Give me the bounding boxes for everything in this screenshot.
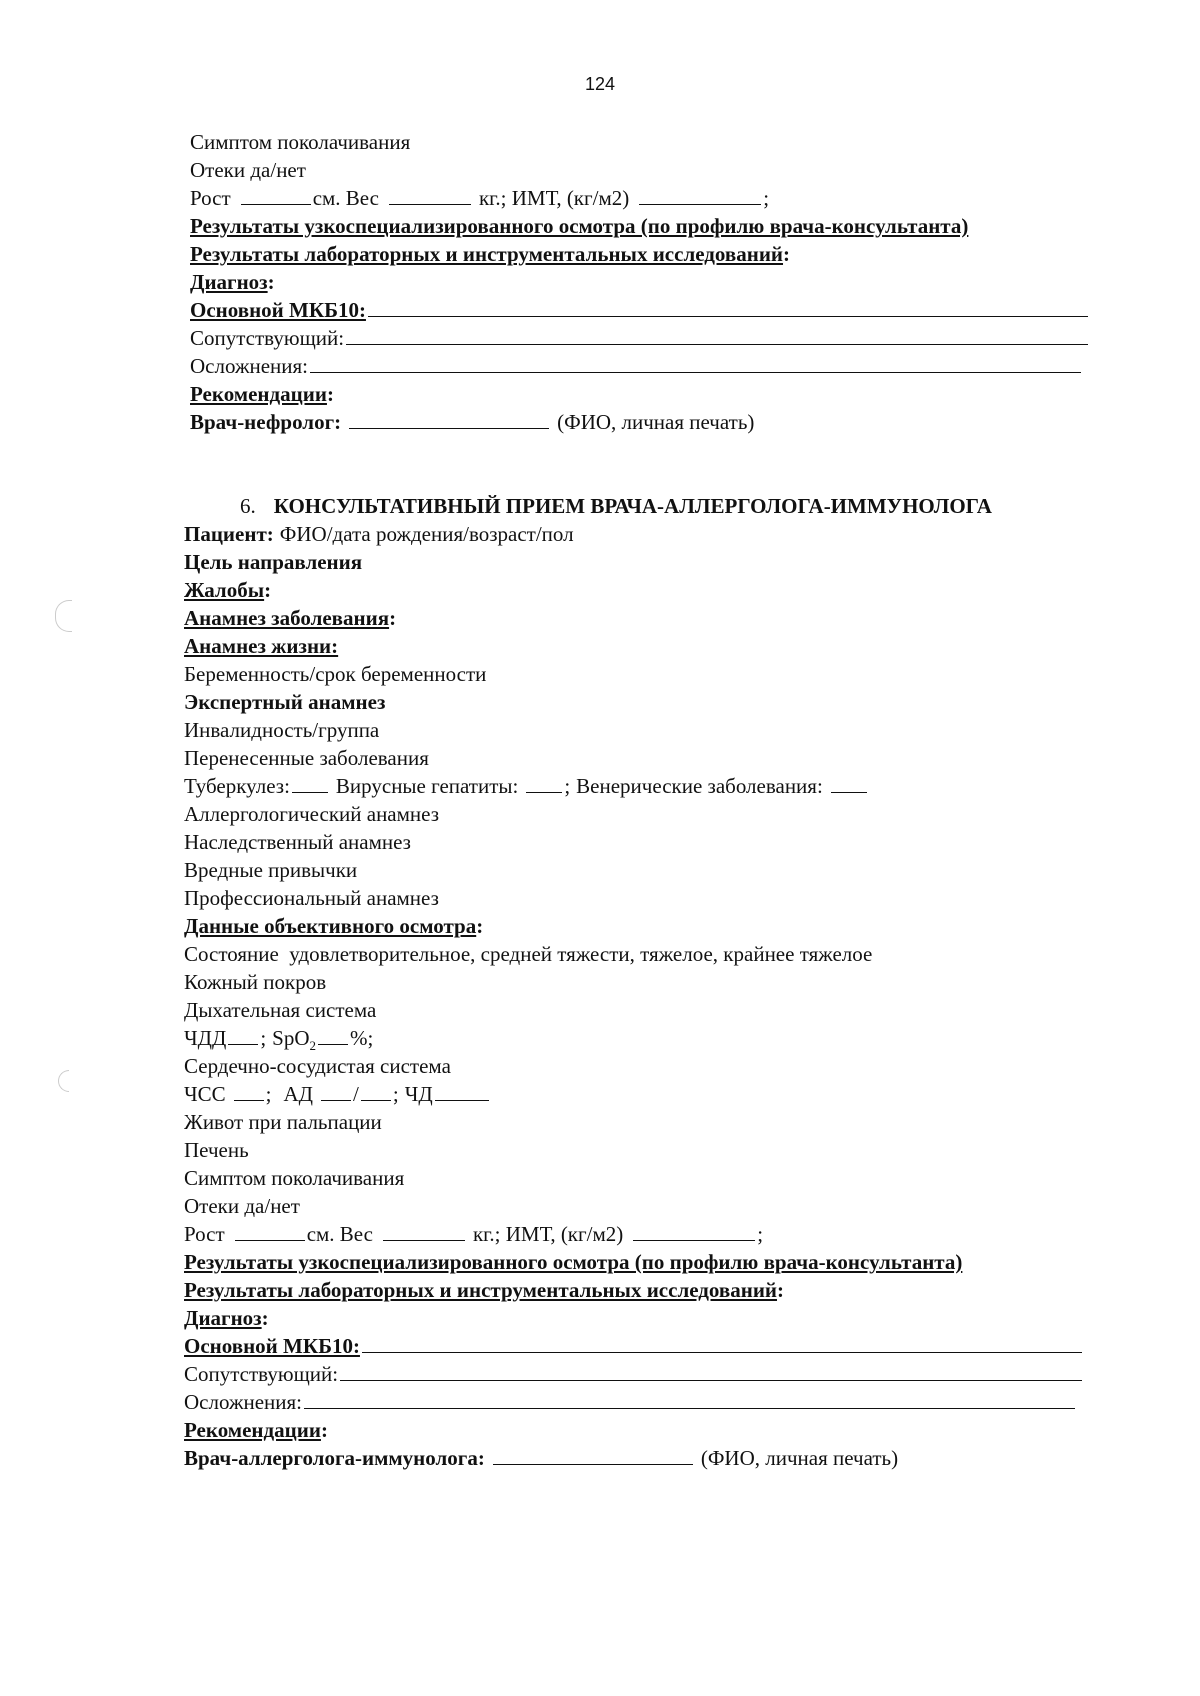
life-history-heading: Анамнез жизни:: [184, 634, 339, 658]
colon: :: [320, 1418, 328, 1442]
objective-exam-line: [184, 912, 1104, 940]
lab-results-heading: Результаты лабораторных и инструментальных исследований: [190, 242, 784, 266]
complications-field[interactable]: [310, 354, 1081, 373]
main-icd-field[interactable]: [362, 1334, 1082, 1353]
tb-label: Туберкулез:: [184, 774, 290, 798]
section-title-text: КОНСУЛЬТАТИВНЫЙ ПРИЕМ ВРАЧА-АЛЛЕРГОЛОГА-ИММУНОЛОГА: [273, 494, 992, 518]
specialist-results-heading: Результаты узкоспециализированного осмотра (по профилю врача-консультанта): [184, 1250, 963, 1274]
expert-history-heading: Экспертный анамнез: [184, 690, 386, 714]
symptom-line: Симптом поколачивания: [184, 1166, 405, 1190]
symptom-line: [190, 128, 1090, 156]
concomitant-label: Сопутствующий:: [184, 1362, 339, 1386]
doctor-label: Врач-нефролог:: [190, 410, 342, 434]
semicolon: ;: [757, 1222, 764, 1246]
std-field[interactable]: [831, 774, 867, 793]
anthropometry-line: [190, 184, 1090, 212]
diagnosis-line: [190, 268, 1090, 296]
scan-mark: [58, 1070, 69, 1092]
diagnosis-heading: Диагноз: [190, 270, 268, 294]
colon: :: [261, 1306, 269, 1330]
diagnosis-line: [184, 1304, 1104, 1332]
height-unit: см. Вес: [312, 186, 379, 210]
colon: :: [264, 578, 272, 602]
page-number: 124: [584, 74, 616, 94]
occupational-history-line: Профессиональный анамнез: [184, 886, 439, 910]
weight-unit: кг.; ИМТ, (кг/м2): [472, 1222, 624, 1246]
bmi-field[interactable]: [633, 1222, 755, 1241]
hereditary-history-line: Наследственный анамнез: [184, 830, 411, 854]
complications-field[interactable]: [304, 1390, 1075, 1409]
weight-field[interactable]: [389, 186, 471, 205]
main-icd-field[interactable]: [368, 298, 1088, 317]
colon: :: [389, 606, 397, 630]
infections-line: [184, 772, 1104, 800]
lab-results-line: [190, 240, 1090, 268]
allergy-history-line: Аллергологический анамнез: [184, 802, 440, 826]
concomitant-label: Сопутствующий:: [190, 326, 345, 350]
weight-field[interactable]: [383, 1222, 465, 1241]
bad-habits-line: Вредные привычки: [184, 858, 358, 882]
height-field[interactable]: [235, 1222, 305, 1241]
height-label: Рост: [184, 1222, 225, 1246]
liver-line: Печень: [184, 1138, 249, 1162]
pulse-field[interactable]: [435, 1082, 489, 1101]
concomitant-line: [190, 324, 1090, 352]
lab-results-heading: Результаты лабораторных и инструментальных исследований: [184, 1278, 778, 1302]
spo2-text: SpO: [272, 1026, 310, 1050]
pulse-label: ЧД: [404, 1082, 433, 1106]
objective-exam-heading: Данные объективного осмотра: [184, 914, 477, 938]
bmi-field[interactable]: [639, 186, 761, 205]
pregnancy-line: Беременность/срок беременности: [184, 662, 487, 686]
semicolon: ;: [392, 1082, 399, 1106]
hepatitis-field[interactable]: [526, 774, 562, 793]
symptom-text: Симптом поколачивания: [190, 130, 411, 154]
semicolon: ;: [265, 1082, 272, 1106]
hepatitis-label: Вирусные гепатиты:: [335, 774, 519, 798]
height-label: Рост: [190, 186, 231, 210]
section-title: [240, 492, 992, 520]
complaints-line: [184, 576, 1104, 604]
complications-label: Осложнения:: [190, 354, 308, 378]
colon: :: [777, 1278, 785, 1302]
abdomen-line: Живот при пальпации: [184, 1110, 382, 1134]
allergologist-section: [184, 520, 1104, 1472]
doctor-signature-line: [184, 1444, 1104, 1472]
recommendations-line: [184, 1416, 1104, 1444]
semicolon: ;: [564, 774, 571, 798]
recommendations-heading: Рекомендации: [190, 382, 327, 406]
rr-label: ЧДД: [184, 1026, 227, 1050]
nephrologist-section-tail: [190, 128, 1090, 436]
doctor-signature-line: [190, 408, 1090, 436]
edema-line: Отеки да/нет: [184, 1194, 300, 1218]
complications-line: [190, 352, 1083, 380]
disability-line: Инвалидность/группа: [184, 718, 380, 742]
disease-history-heading: Анамнез заболевания: [184, 606, 390, 630]
concomitant-field[interactable]: [340, 1362, 1082, 1381]
semicolon: ;: [260, 1026, 267, 1050]
recommendations-line: [190, 380, 1090, 408]
bp-diastolic-field[interactable]: [361, 1082, 391, 1101]
height-field[interactable]: [241, 186, 311, 205]
doctor-signature-field[interactable]: [349, 410, 549, 429]
rr-spo2-line: [184, 1024, 1104, 1052]
doctor-label: Врач-аллерголога-иммунолога:: [184, 1446, 485, 1470]
recommendations-heading: Рекомендации: [184, 1418, 321, 1442]
signature-note: (ФИО, личная печать): [557, 410, 755, 434]
spo2-subscript: 2: [309, 1038, 317, 1054]
main-icd-line: [190, 296, 1090, 324]
skin-line: Кожный покров: [184, 970, 327, 994]
colon: :: [267, 270, 275, 294]
scan-mark: [55, 600, 72, 632]
colon: :: [783, 242, 791, 266]
spo2-field[interactable]: [318, 1026, 348, 1045]
complications-label: Осложнения:: [184, 1390, 302, 1414]
past-diseases-line: Перенесенные заболевания: [184, 746, 429, 770]
main-icd-line: [184, 1332, 1084, 1360]
anthropometry-line: [184, 1220, 1104, 1248]
edema-line: [190, 156, 1090, 184]
specialist-results-heading: Результаты узкоспециализированного осмотра (по профилю врача-консультанта): [190, 214, 969, 238]
tb-field[interactable]: [292, 774, 328, 793]
condition-line: Состояние удовлетворительное, средней тяжести, тяжелое, крайнее тяжелое: [184, 942, 873, 966]
section-number: 6.: [240, 494, 256, 518]
bp-label: АД: [283, 1082, 314, 1106]
cardio-line: Сердечно-сосудистая система: [184, 1054, 451, 1078]
diagnosis-heading: Диагноз: [184, 1306, 262, 1330]
hr-label: ЧСС: [184, 1082, 226, 1106]
concomitant-field[interactable]: [346, 326, 1088, 345]
colon: :: [326, 382, 334, 406]
respiratory-line: Дыхательная система: [184, 998, 377, 1022]
patient-value: ФИО/дата рождения/возраст/пол: [279, 522, 574, 546]
std-label: Венерические заболевания:: [576, 774, 823, 798]
complaints-heading: Жалобы: [184, 578, 265, 602]
main-icd-label: Основной МКБ10:: [184, 1334, 360, 1358]
hr-field[interactable]: [234, 1082, 264, 1101]
patient-label: Пациент:: [184, 522, 274, 546]
main-icd-label: Основной МКБ10:: [190, 298, 366, 322]
signature-note: (ФИО, личная печать): [700, 1446, 899, 1470]
doctor-signature-field[interactable]: [493, 1446, 693, 1465]
semicolon: ;: [763, 186, 770, 210]
edema-text: Отеки да/нет: [190, 158, 306, 182]
colon: :: [476, 914, 484, 938]
disease-history-line: [184, 604, 1104, 632]
percent: %;: [350, 1026, 374, 1050]
weight-unit: кг.; ИМТ, (кг/м2): [478, 186, 630, 210]
height-unit: см. Вес: [306, 1222, 373, 1246]
lab-results-line: [184, 1276, 1104, 1304]
slash: /: [353, 1082, 359, 1106]
patient-line: [184, 520, 1104, 548]
hr-bp-line: [184, 1080, 1104, 1108]
bp-systolic-field[interactable]: [321, 1082, 351, 1101]
purpose-heading: Цель направления: [184, 550, 363, 574]
concomitant-line: [184, 1360, 1084, 1388]
complications-line: [184, 1388, 1077, 1416]
rr-field[interactable]: [228, 1026, 258, 1045]
